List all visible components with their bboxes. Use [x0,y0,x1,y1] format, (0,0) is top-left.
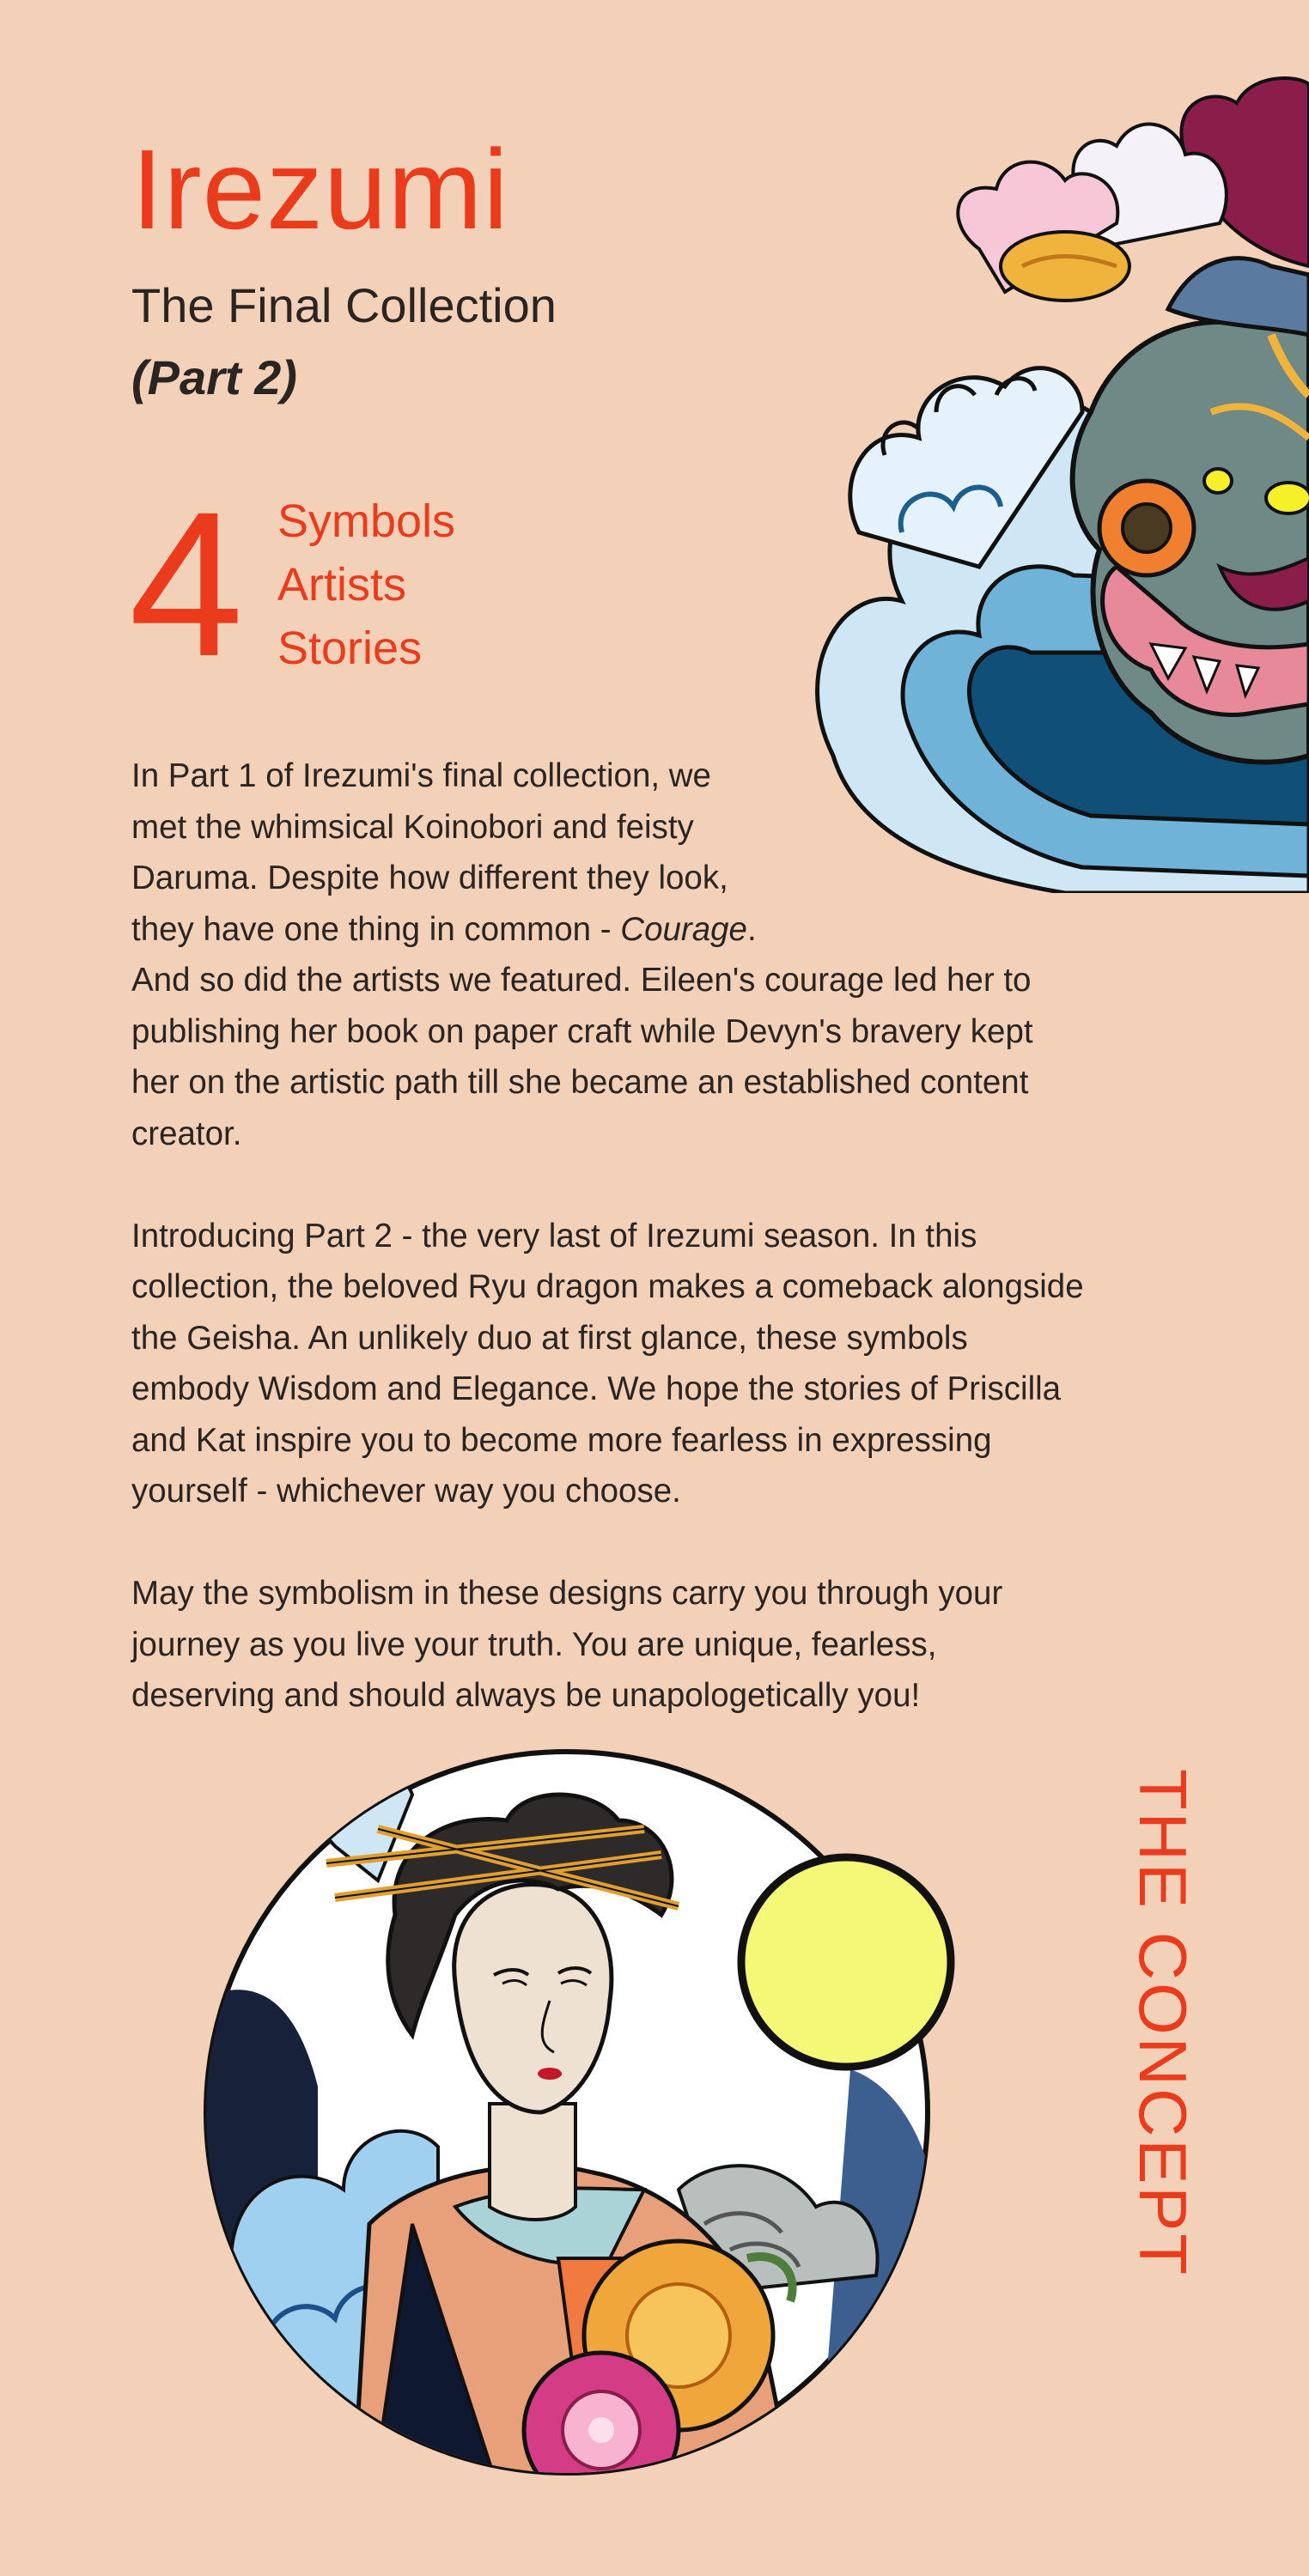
page-subtitle: The Final Collection [131,278,557,332]
paragraph-2: Introducing Part 2 - the very last of Irezumi season. In this collection, the beloved Ryu dragon makes a comeback alongside the Geisha. An unlikely duo at first glance, these symbols embody Wisdom and Elegance. We hope the stories of Priscilla and Kat inspire you to become more fearless in expressing yourself - whichever way you choose. [131,1217,1084,1510]
paragraph-1-emphasis: Courage [620,910,747,948]
paragraph-1-part-b: . And so did the artists we featured. Eileen's courage led her to publishing her book on paper craft while Devyn's bravery kept her on the artistic path till she became an established content creator. [131,910,1033,1152]
stat-number: 4 [129,469,244,699]
paragraph-3: May the symbolism in these designs carry you through your journey as you live your truth. You are unique, fearless, deserving and should always be unapologetically you! [131,1575,1003,1714]
stat-item-symbols: Symbols [277,495,456,547]
stat-list [277,489,455,680]
geisha-illustration [198,1743,971,2516]
part-label: (Part 2) [131,350,297,404]
page-title: Irezumi [131,126,509,252]
stat-item-artists: Artists [277,559,407,611]
stat-item-stories: Stories [277,623,423,674]
sun-icon [741,1857,951,2067]
body-text [131,750,1085,1722]
side-label: THE CONCEPT [1125,1769,1201,2278]
paragraph-1-part-a: In Part 1 of Irezumi's final collection, we met the whimsical Koinobori and feisty Daruma. Despite how different they look, they have one thing in common - [131,757,728,948]
paragraph-1 [131,750,1085,1159]
